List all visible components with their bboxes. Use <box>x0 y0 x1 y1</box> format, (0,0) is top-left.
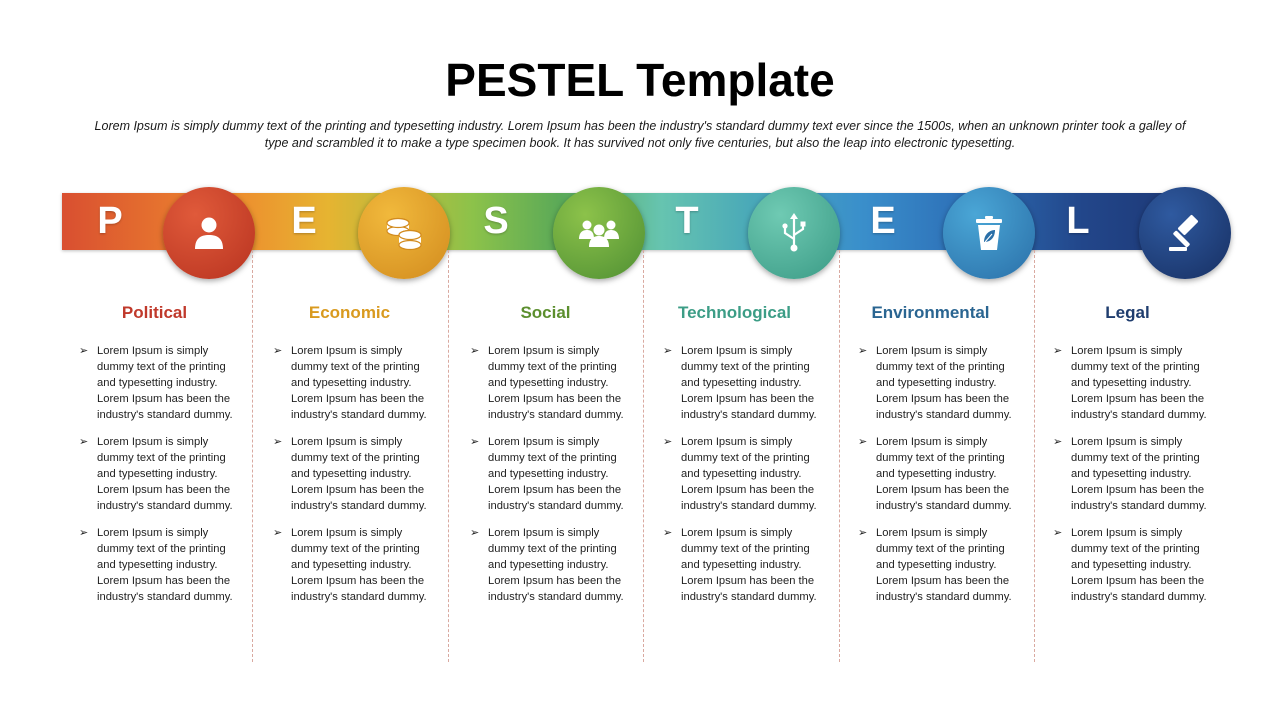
arrow-bullet-icon: ➢ <box>273 436 283 448</box>
technological-circle <box>748 187 840 279</box>
arrow-bullet-icon: ➢ <box>858 345 868 357</box>
arrow-bullet-icon: ➢ <box>470 436 480 448</box>
band-letter-t: T <box>675 200 699 242</box>
heading-environmental: Environmental <box>871 303 990 322</box>
list-item: ➢ Lorem Ipsum is simply dummy text of the printing and typesetting industry. Lorem Ipsum has been the industry's standard dummy. <box>79 345 233 421</box>
usb-icon <box>772 211 816 255</box>
list-item: ➢ Lorem Ipsum is simply dummy text of the printing and typesetting industry. Lorem Ipsum has been the industry's standard dummy. <box>470 436 624 512</box>
list-item: ➢ Lorem Ipsum is simply dummy text of the printing and typesetting industry. Lorem Ipsum has been the industry's standard dummy. <box>1053 527 1207 603</box>
arrow-bullet-icon: ➢ <box>79 527 89 539</box>
band-letter-s: S <box>483 200 509 242</box>
band-letter-e-environmental: E <box>870 200 896 242</box>
heading-political: Political <box>121 303 188 322</box>
arrow-bullet-icon: ➢ <box>858 436 868 448</box>
arrow-bullet-icon: ➢ <box>858 527 868 539</box>
legal-bullet-list <box>1053 343 1213 616</box>
economic-bullet-list <box>273 343 433 616</box>
person-icon <box>187 211 231 255</box>
list-item: ➢ Lorem Ipsum is simply dummy text of the printing and typesetting industry. Lorem Ipsum has been the industry's standard dummy. <box>1053 436 1207 512</box>
list-item: ➢ Lorem Ipsum is simply dummy text of the printing and typesetting industry. Lorem Ipsum has been the industry's standard dummy. <box>470 345 624 421</box>
political-circle <box>163 187 255 279</box>
social-bullet-list <box>470 343 630 616</box>
gavel-icon <box>1163 211 1207 255</box>
page-title: PESTEL Template <box>445 54 835 106</box>
coins-icon <box>382 211 426 255</box>
political-bullet-list <box>79 343 239 616</box>
list-item: ➢ Lorem Ipsum is simply dummy text of the printing and typesetting industry. Lorem Ipsum has been the industry's standard dummy. <box>858 345 1012 421</box>
technological-bullet-list <box>663 343 823 616</box>
arrow-bullet-icon: ➢ <box>1053 436 1063 448</box>
page-subtitle: Lorem Ipsum is simply dummy text of the printing and typesetting industry. Lorem Ipsum has been the industry's standard dummy text ever since the 1500s, when an unknown printer took a galley of type and scrambled it to make a type specimen book. It has survived not only five centuries, but also the leap into electronic typesetting. <box>94 119 1186 150</box>
list-item: ➢ Lorem Ipsum is simply dummy text of the printing and typesetting industry. Lorem Ipsum has been the industry's standard dummy. <box>663 436 817 512</box>
arrow-bullet-icon: ➢ <box>79 345 89 357</box>
arrow-bullet-icon: ➢ <box>663 345 673 357</box>
list-item: ➢ Lorem Ipsum is simply dummy text of the printing and typesetting industry. Lorem Ipsum has been the industry's standard dummy. <box>663 527 817 603</box>
economic-circle <box>358 187 450 279</box>
environmental-circle <box>943 187 1035 279</box>
recycle-bin-icon <box>967 211 1011 255</box>
arrow-bullet-icon: ➢ <box>1053 527 1063 539</box>
arrow-bullet-icon: ➢ <box>1053 345 1063 357</box>
band-letter-l: L <box>1066 200 1090 242</box>
heading-economic: Economic <box>308 303 391 322</box>
arrow-bullet-icon: ➢ <box>79 436 89 448</box>
legal-circle <box>1139 187 1231 279</box>
arrow-bullet-icon: ➢ <box>663 527 673 539</box>
band-letter-e-economic: E <box>291 200 317 242</box>
environmental-bullet-list <box>858 343 1018 616</box>
social-circle <box>553 187 645 279</box>
arrow-bullet-icon: ➢ <box>273 527 283 539</box>
list-item: ➢ Lorem Ipsum is simply dummy text of the printing and typesetting industry. Lorem Ipsum has been the industry's standard dummy. <box>273 436 427 512</box>
list-item: ➢ Lorem Ipsum is simply dummy text of the printing and typesetting industry. Lorem Ipsum has been the industry's standard dummy. <box>273 527 427 603</box>
arrow-bullet-icon: ➢ <box>470 527 480 539</box>
group-icon <box>577 211 621 255</box>
list-item: ➢ Lorem Ipsum is simply dummy text of the printing and typesetting industry. Lorem Ipsum has been the industry's standard dummy. <box>858 527 1012 603</box>
arrow-bullet-icon: ➢ <box>663 436 673 448</box>
list-item: ➢ Lorem Ipsum is simply dummy text of the printing and typesetting industry. Lorem Ipsum has been the industry's standard dummy. <box>858 436 1012 512</box>
band-letter-p: P <box>97 200 123 242</box>
heading-social: Social <box>520 303 571 322</box>
heading-legal: Legal <box>1105 303 1150 322</box>
list-item: ➢ Lorem Ipsum is simply dummy text of the printing and typesetting industry. Lorem Ipsum has been the industry's standard dummy. <box>1053 345 1207 421</box>
list-item: ➢ Lorem Ipsum is simply dummy text of the printing and typesetting industry. Lorem Ipsum has been the industry's standard dummy. <box>470 527 624 603</box>
list-item: ➢ Lorem Ipsum is simply dummy text of the printing and typesetting industry. Lorem Ipsum has been the industry's standard dummy. <box>79 527 233 603</box>
list-item: ➢ Lorem Ipsum is simply dummy text of the printing and typesetting industry. Lorem Ipsum has been the industry's standard dummy. <box>273 345 427 421</box>
arrow-bullet-icon: ➢ <box>273 345 283 357</box>
arrow-bullet-icon: ➢ <box>470 345 480 357</box>
list-item: ➢ Lorem Ipsum is simply dummy text of the printing and typesetting industry. Lorem Ipsum has been the industry's standard dummy. <box>79 436 233 512</box>
heading-technological: Technological <box>677 303 792 322</box>
list-item: ➢ Lorem Ipsum is simply dummy text of the printing and typesetting industry. Lorem Ipsum has been the industry's standard dummy. <box>663 345 817 421</box>
